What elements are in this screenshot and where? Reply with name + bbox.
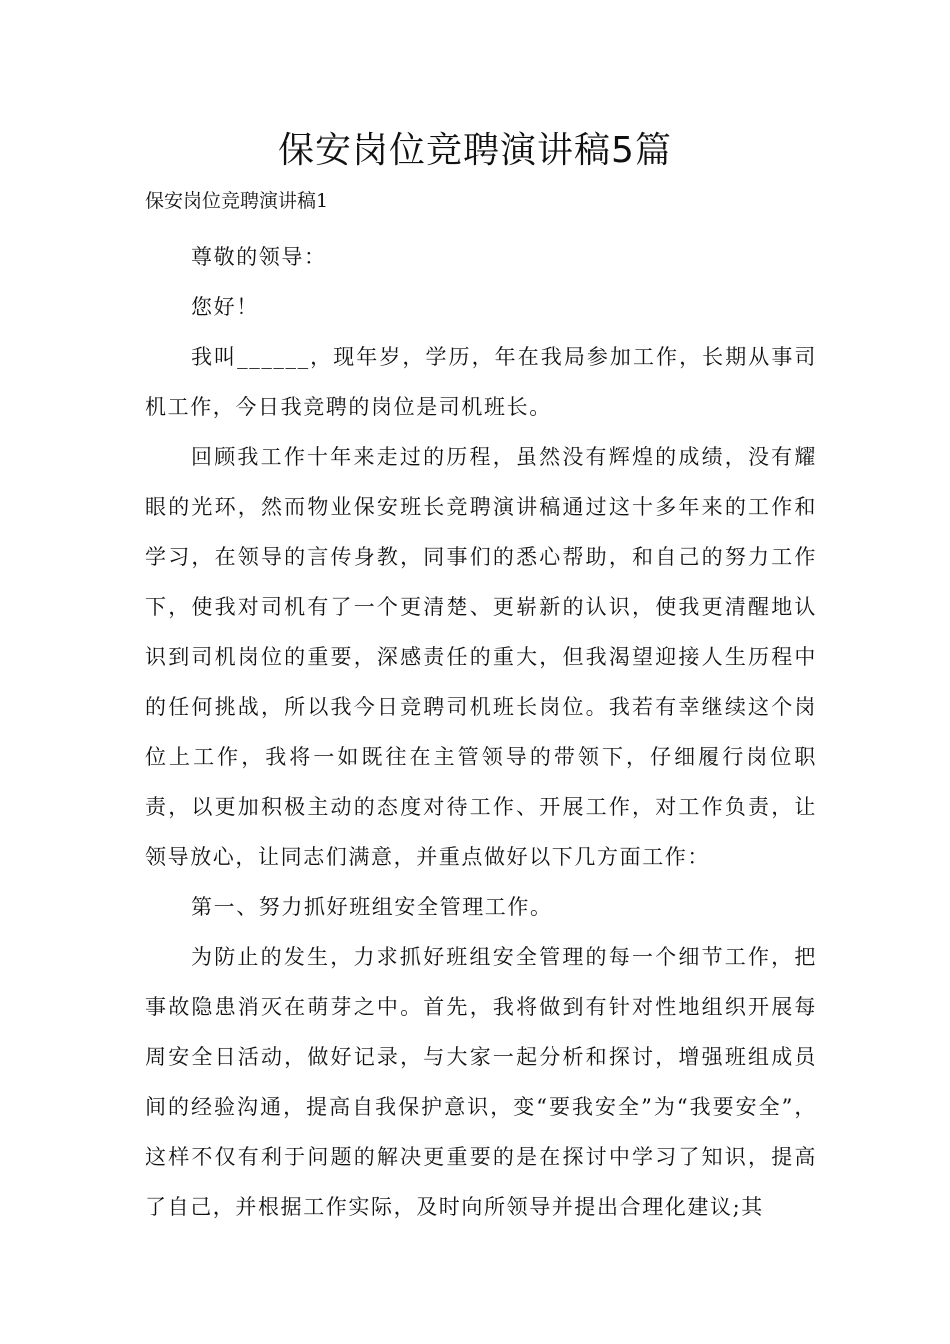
- paragraph-greeting: 您好！: [191, 295, 259, 319]
- paragraph-review: 回顾我工作十年来走过的历程，虽然没有辉煌的成绩，没有耀眼的光环，然而物业保安班长竞聘演讲稿通过这十多年来的工作和学习，在领导的言传身教，同事们的悉心帮助，和自己的努力工作下，使我对司机有了一个更清楚、更崭新的认识，使我更清醒地认识到司机岗位的重要，深感责任的重大，但我渴望迎接人生历程中的任何挑战，所以我今日竞聘司机班长岗位。我若有幸继续这个岗位上工作，我将一如既往在主管领导的带领下，仔细履行岗位职责，以更加积极主动的态度对待工作、开展工作，对工作负责，让领导放心，让同志们满意，并重点做好以下几方面工作：: [145, 445, 817, 869]
- paragraph-point-one: 第一、努力抓好班组安全管理工作。: [191, 895, 553, 919]
- section-heading: 保安岗位竞聘演讲稿1: [145, 190, 329, 212]
- document-body: [145, 232, 817, 1232]
- paragraph-intro: 我叫______，现年岁，学历，年在我局参加工作，长期从事司机工作，今日我竞聘的岗位是司机班长。: [145, 345, 817, 419]
- paragraph-salutation: 尊敬的领导：: [191, 245, 327, 269]
- document-title: 保安岗位竞聘演讲稿5篇: [278, 130, 672, 171]
- paragraph-safety: 为防止的发生，力求抓好班组安全管理的每一个细节工作，把事故隐患消灭在萌芽之中。首先，我将做到有针对性地组织开展每周安全日活动，做好记录，与大家一起分析和探讨，增强班组成员间的经验沟通，提高自我保护意识，变“要我安全”为“我要安全”，这样不仅有利于问题的解决更重要的是在探讨中学习了知识，提高了自己，并根据工作实际，及时向所领导并提出合理化建议;其: [145, 945, 817, 1219]
